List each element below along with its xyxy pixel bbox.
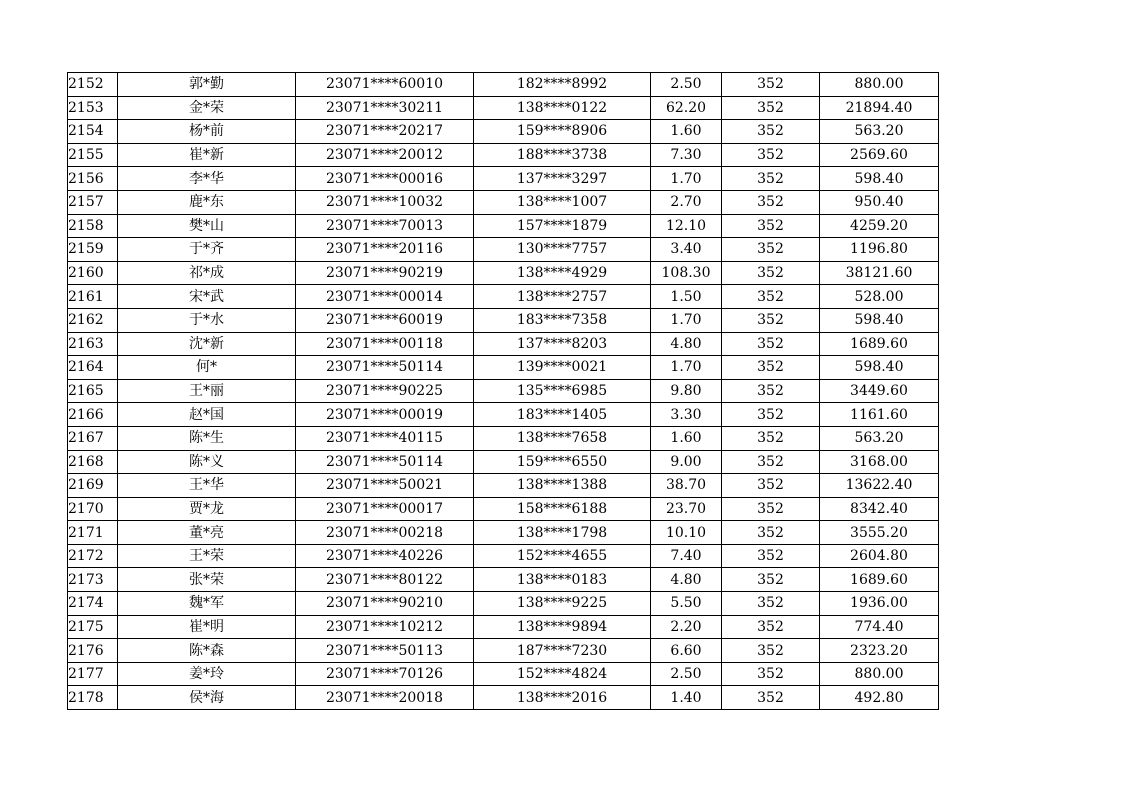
cell-unit-price: 352 bbox=[722, 214, 820, 238]
cell-phone: 130****7757 bbox=[474, 238, 651, 262]
cell-name: 宋*武 bbox=[118, 285, 296, 309]
cell-phone: 138****0122 bbox=[474, 96, 651, 120]
cell-amount: 3168.00 bbox=[820, 450, 939, 474]
table-row bbox=[68, 356, 939, 380]
cell-unit-price: 352 bbox=[722, 167, 820, 191]
cell-name: 侯*海 bbox=[118, 686, 296, 710]
table-row bbox=[68, 639, 939, 663]
table-row bbox=[68, 426, 939, 450]
cell-serial-number: 2160 bbox=[68, 261, 118, 285]
table-row bbox=[68, 332, 939, 356]
cell-unit-price: 352 bbox=[722, 450, 820, 474]
cell-phone: 152****4824 bbox=[474, 662, 651, 686]
cell-unit-price: 352 bbox=[722, 592, 820, 616]
cell-quantity: 2.70 bbox=[651, 190, 722, 214]
cell-unit-price: 352 bbox=[722, 190, 820, 214]
table-row bbox=[68, 686, 939, 710]
cell-name: 郭*勤 bbox=[118, 73, 296, 97]
cell-phone: 138****1798 bbox=[474, 521, 651, 545]
cell-phone: 183****7358 bbox=[474, 308, 651, 332]
cell-serial-number: 2173 bbox=[68, 568, 118, 592]
cell-phone: 138****1007 bbox=[474, 190, 651, 214]
cell-id-number: 23071****20018 bbox=[296, 686, 474, 710]
cell-quantity: 3.40 bbox=[651, 238, 722, 262]
table-row bbox=[68, 96, 939, 120]
table-row bbox=[68, 662, 939, 686]
cell-name: 王*丽 bbox=[118, 379, 296, 403]
cell-quantity: 10.10 bbox=[651, 521, 722, 545]
cell-amount: 3555.20 bbox=[820, 521, 939, 545]
cell-serial-number: 2163 bbox=[68, 332, 118, 356]
cell-name: 李*华 bbox=[118, 167, 296, 191]
cell-phone: 158****6188 bbox=[474, 497, 651, 521]
table-row bbox=[68, 261, 939, 285]
cell-unit-price: 352 bbox=[722, 73, 820, 97]
cell-unit-price: 352 bbox=[722, 426, 820, 450]
cell-id-number: 23071****50114 bbox=[296, 356, 474, 380]
cell-quantity: 7.40 bbox=[651, 544, 722, 568]
table-row bbox=[68, 544, 939, 568]
cell-quantity: 1.70 bbox=[651, 356, 722, 380]
cell-amount: 774.40 bbox=[820, 615, 939, 639]
table-row bbox=[68, 285, 939, 309]
cell-amount: 1196.80 bbox=[820, 238, 939, 262]
cell-serial-number: 2171 bbox=[68, 521, 118, 545]
cell-amount: 1161.60 bbox=[820, 403, 939, 427]
cell-id-number: 23071****60019 bbox=[296, 308, 474, 332]
cell-unit-price: 352 bbox=[722, 403, 820, 427]
cell-amount: 563.20 bbox=[820, 120, 939, 144]
cell-quantity: 1.40 bbox=[651, 686, 722, 710]
cell-amount: 1689.60 bbox=[820, 332, 939, 356]
table-body bbox=[68, 73, 939, 710]
cell-phone: 137****3297 bbox=[474, 167, 651, 191]
cell-quantity: 108.30 bbox=[651, 261, 722, 285]
cell-amount: 1936.00 bbox=[820, 592, 939, 616]
cell-amount: 950.40 bbox=[820, 190, 939, 214]
cell-unit-price: 352 bbox=[722, 120, 820, 144]
cell-unit-price: 352 bbox=[722, 521, 820, 545]
cell-id-number: 23071****40226 bbox=[296, 544, 474, 568]
cell-unit-price: 352 bbox=[722, 379, 820, 403]
cell-serial-number: 2159 bbox=[68, 238, 118, 262]
table-row bbox=[68, 450, 939, 474]
cell-serial-number: 2161 bbox=[68, 285, 118, 309]
cell-serial-number: 2168 bbox=[68, 450, 118, 474]
cell-phone: 187****7230 bbox=[474, 639, 651, 663]
cell-quantity: 2.50 bbox=[651, 662, 722, 686]
table-row bbox=[68, 308, 939, 332]
cell-serial-number: 2175 bbox=[68, 615, 118, 639]
cell-serial-number: 2156 bbox=[68, 167, 118, 191]
cell-amount: 3449.60 bbox=[820, 379, 939, 403]
cell-name: 于*齐 bbox=[118, 238, 296, 262]
cell-amount: 598.40 bbox=[820, 167, 939, 191]
cell-unit-price: 352 bbox=[722, 497, 820, 521]
cell-serial-number: 2165 bbox=[68, 379, 118, 403]
table-row bbox=[68, 238, 939, 262]
cell-phone: 138****2016 bbox=[474, 686, 651, 710]
cell-unit-price: 352 bbox=[722, 662, 820, 686]
cell-phone: 182****8992 bbox=[474, 73, 651, 97]
table-row bbox=[68, 474, 939, 498]
cell-unit-price: 352 bbox=[722, 96, 820, 120]
cell-quantity: 12.10 bbox=[651, 214, 722, 238]
cell-amount: 8342.40 bbox=[820, 497, 939, 521]
cell-name: 董*亮 bbox=[118, 521, 296, 545]
cell-id-number: 23071****90225 bbox=[296, 379, 474, 403]
cell-quantity: 1.70 bbox=[651, 308, 722, 332]
cell-serial-number: 2167 bbox=[68, 426, 118, 450]
cell-id-number: 23071****10032 bbox=[296, 190, 474, 214]
cell-quantity: 4.80 bbox=[651, 568, 722, 592]
cell-phone: 183****1405 bbox=[474, 403, 651, 427]
cell-name: 何* bbox=[118, 356, 296, 380]
cell-amount: 1689.60 bbox=[820, 568, 939, 592]
cell-quantity: 6.60 bbox=[651, 639, 722, 663]
cell-quantity: 62.20 bbox=[651, 96, 722, 120]
cell-id-number: 23071****90219 bbox=[296, 261, 474, 285]
cell-id-number: 23071****50021 bbox=[296, 474, 474, 498]
cell-id-number: 23071****70013 bbox=[296, 214, 474, 238]
cell-id-number: 23071****20012 bbox=[296, 143, 474, 167]
cell-amount: 528.00 bbox=[820, 285, 939, 309]
cell-phone: 138****9894 bbox=[474, 615, 651, 639]
cell-serial-number: 2152 bbox=[68, 73, 118, 97]
cell-quantity: 9.00 bbox=[651, 450, 722, 474]
table-row bbox=[68, 592, 939, 616]
cell-name: 贾*龙 bbox=[118, 497, 296, 521]
cell-serial-number: 2157 bbox=[68, 190, 118, 214]
cell-name: 陈*森 bbox=[118, 639, 296, 663]
cell-id-number: 23071****50113 bbox=[296, 639, 474, 663]
cell-id-number: 23071****90210 bbox=[296, 592, 474, 616]
cell-unit-price: 352 bbox=[722, 308, 820, 332]
cell-id-number: 23071****00019 bbox=[296, 403, 474, 427]
cell-phone: 157****1879 bbox=[474, 214, 651, 238]
cell-name: 金*荣 bbox=[118, 96, 296, 120]
cell-name: 崔*明 bbox=[118, 615, 296, 639]
cell-amount: 598.40 bbox=[820, 356, 939, 380]
cell-name: 杨*前 bbox=[118, 120, 296, 144]
cell-quantity: 2.50 bbox=[651, 73, 722, 97]
cell-name: 陈*生 bbox=[118, 426, 296, 450]
cell-amount: 13622.40 bbox=[820, 474, 939, 498]
cell-quantity: 3.30 bbox=[651, 403, 722, 427]
table-row bbox=[68, 568, 939, 592]
cell-serial-number: 2169 bbox=[68, 474, 118, 498]
cell-quantity: 2.20 bbox=[651, 615, 722, 639]
cell-amount: 880.00 bbox=[820, 662, 939, 686]
cell-serial-number: 2178 bbox=[68, 686, 118, 710]
cell-amount: 4259.20 bbox=[820, 214, 939, 238]
cell-quantity: 9.80 bbox=[651, 379, 722, 403]
cell-quantity: 1.50 bbox=[651, 285, 722, 309]
table-row bbox=[68, 497, 939, 521]
cell-id-number: 23071****30211 bbox=[296, 96, 474, 120]
cell-id-number: 23071****00218 bbox=[296, 521, 474, 545]
cell-name: 陈*义 bbox=[118, 450, 296, 474]
table-row bbox=[68, 73, 939, 97]
cell-amount: 21894.40 bbox=[820, 96, 939, 120]
cell-id-number: 23071****00017 bbox=[296, 497, 474, 521]
cell-unit-price: 352 bbox=[722, 356, 820, 380]
cell-amount: 598.40 bbox=[820, 308, 939, 332]
table-row bbox=[68, 120, 939, 144]
cell-unit-price: 352 bbox=[722, 261, 820, 285]
cell-serial-number: 2177 bbox=[68, 662, 118, 686]
cell-phone: 138****4929 bbox=[474, 261, 651, 285]
cell-name: 王*荣 bbox=[118, 544, 296, 568]
cell-id-number: 23071****60010 bbox=[296, 73, 474, 97]
cell-name: 樊*山 bbox=[118, 214, 296, 238]
cell-id-number: 23071****20116 bbox=[296, 238, 474, 262]
table-row bbox=[68, 143, 939, 167]
cell-name: 赵*国 bbox=[118, 403, 296, 427]
cell-unit-price: 352 bbox=[722, 143, 820, 167]
cell-quantity: 7.30 bbox=[651, 143, 722, 167]
cell-amount: 563.20 bbox=[820, 426, 939, 450]
cell-phone: 159****8906 bbox=[474, 120, 651, 144]
cell-id-number: 23071****20217 bbox=[296, 120, 474, 144]
cell-phone: 152****4655 bbox=[474, 544, 651, 568]
cell-amount: 2569.60 bbox=[820, 143, 939, 167]
cell-name: 崔*新 bbox=[118, 143, 296, 167]
cell-unit-price: 352 bbox=[722, 474, 820, 498]
cell-amount: 2323.20 bbox=[820, 639, 939, 663]
cell-id-number: 23071****40115 bbox=[296, 426, 474, 450]
cell-phone: 135****6985 bbox=[474, 379, 651, 403]
cell-serial-number: 2164 bbox=[68, 356, 118, 380]
cell-quantity: 5.50 bbox=[651, 592, 722, 616]
cell-amount: 492.80 bbox=[820, 686, 939, 710]
cell-id-number: 23071****80122 bbox=[296, 568, 474, 592]
cell-id-number: 23071****00118 bbox=[296, 332, 474, 356]
cell-unit-price: 352 bbox=[722, 568, 820, 592]
cell-amount: 2604.80 bbox=[820, 544, 939, 568]
cell-name: 张*荣 bbox=[118, 568, 296, 592]
cell-phone: 137****8203 bbox=[474, 332, 651, 356]
cell-name: 姜*玲 bbox=[118, 662, 296, 686]
cell-name: 王*华 bbox=[118, 474, 296, 498]
cell-name: 于*水 bbox=[118, 308, 296, 332]
table-row bbox=[68, 379, 939, 403]
cell-id-number: 23071****00016 bbox=[296, 167, 474, 191]
cell-serial-number: 2162 bbox=[68, 308, 118, 332]
cell-quantity: 1.70 bbox=[651, 167, 722, 191]
cell-serial-number: 2154 bbox=[68, 120, 118, 144]
cell-serial-number: 2153 bbox=[68, 96, 118, 120]
cell-phone: 139****0021 bbox=[474, 356, 651, 380]
cell-unit-price: 352 bbox=[722, 544, 820, 568]
cell-phone: 138****2757 bbox=[474, 285, 651, 309]
cell-name: 鹿*东 bbox=[118, 190, 296, 214]
cell-amount: 880.00 bbox=[820, 73, 939, 97]
cell-name: 沈*新 bbox=[118, 332, 296, 356]
table-row bbox=[68, 190, 939, 214]
table-row bbox=[68, 403, 939, 427]
cell-name: 魏*军 bbox=[118, 592, 296, 616]
cell-name: 祁*成 bbox=[118, 261, 296, 285]
cell-serial-number: 2166 bbox=[68, 403, 118, 427]
cell-serial-number: 2158 bbox=[68, 214, 118, 238]
cell-unit-price: 352 bbox=[722, 686, 820, 710]
cell-quantity: 1.60 bbox=[651, 426, 722, 450]
cell-unit-price: 352 bbox=[722, 238, 820, 262]
cell-id-number: 23071****70126 bbox=[296, 662, 474, 686]
cell-unit-price: 352 bbox=[722, 615, 820, 639]
cell-unit-price: 352 bbox=[722, 332, 820, 356]
data-table bbox=[67, 72, 939, 710]
cell-unit-price: 352 bbox=[722, 639, 820, 663]
table-row bbox=[68, 167, 939, 191]
cell-id-number: 23071****10212 bbox=[296, 615, 474, 639]
cell-quantity: 1.60 bbox=[651, 120, 722, 144]
cell-quantity: 4.80 bbox=[651, 332, 722, 356]
cell-serial-number: 2155 bbox=[68, 143, 118, 167]
cell-phone: 138****9225 bbox=[474, 592, 651, 616]
cell-phone: 138****7658 bbox=[474, 426, 651, 450]
cell-quantity: 23.70 bbox=[651, 497, 722, 521]
cell-id-number: 23071****50114 bbox=[296, 450, 474, 474]
cell-serial-number: 2176 bbox=[68, 639, 118, 663]
cell-quantity: 38.70 bbox=[651, 474, 722, 498]
cell-id-number: 23071****00014 bbox=[296, 285, 474, 309]
cell-phone: 159****6550 bbox=[474, 450, 651, 474]
table-row bbox=[68, 615, 939, 639]
cell-serial-number: 2174 bbox=[68, 592, 118, 616]
cell-phone: 138****1388 bbox=[474, 474, 651, 498]
cell-serial-number: 2172 bbox=[68, 544, 118, 568]
cell-phone: 188****3738 bbox=[474, 143, 651, 167]
table-row bbox=[68, 214, 939, 238]
cell-unit-price: 352 bbox=[722, 285, 820, 309]
cell-serial-number: 2170 bbox=[68, 497, 118, 521]
cell-phone: 138****0183 bbox=[474, 568, 651, 592]
table-row bbox=[68, 521, 939, 545]
cell-amount: 38121.60 bbox=[820, 261, 939, 285]
